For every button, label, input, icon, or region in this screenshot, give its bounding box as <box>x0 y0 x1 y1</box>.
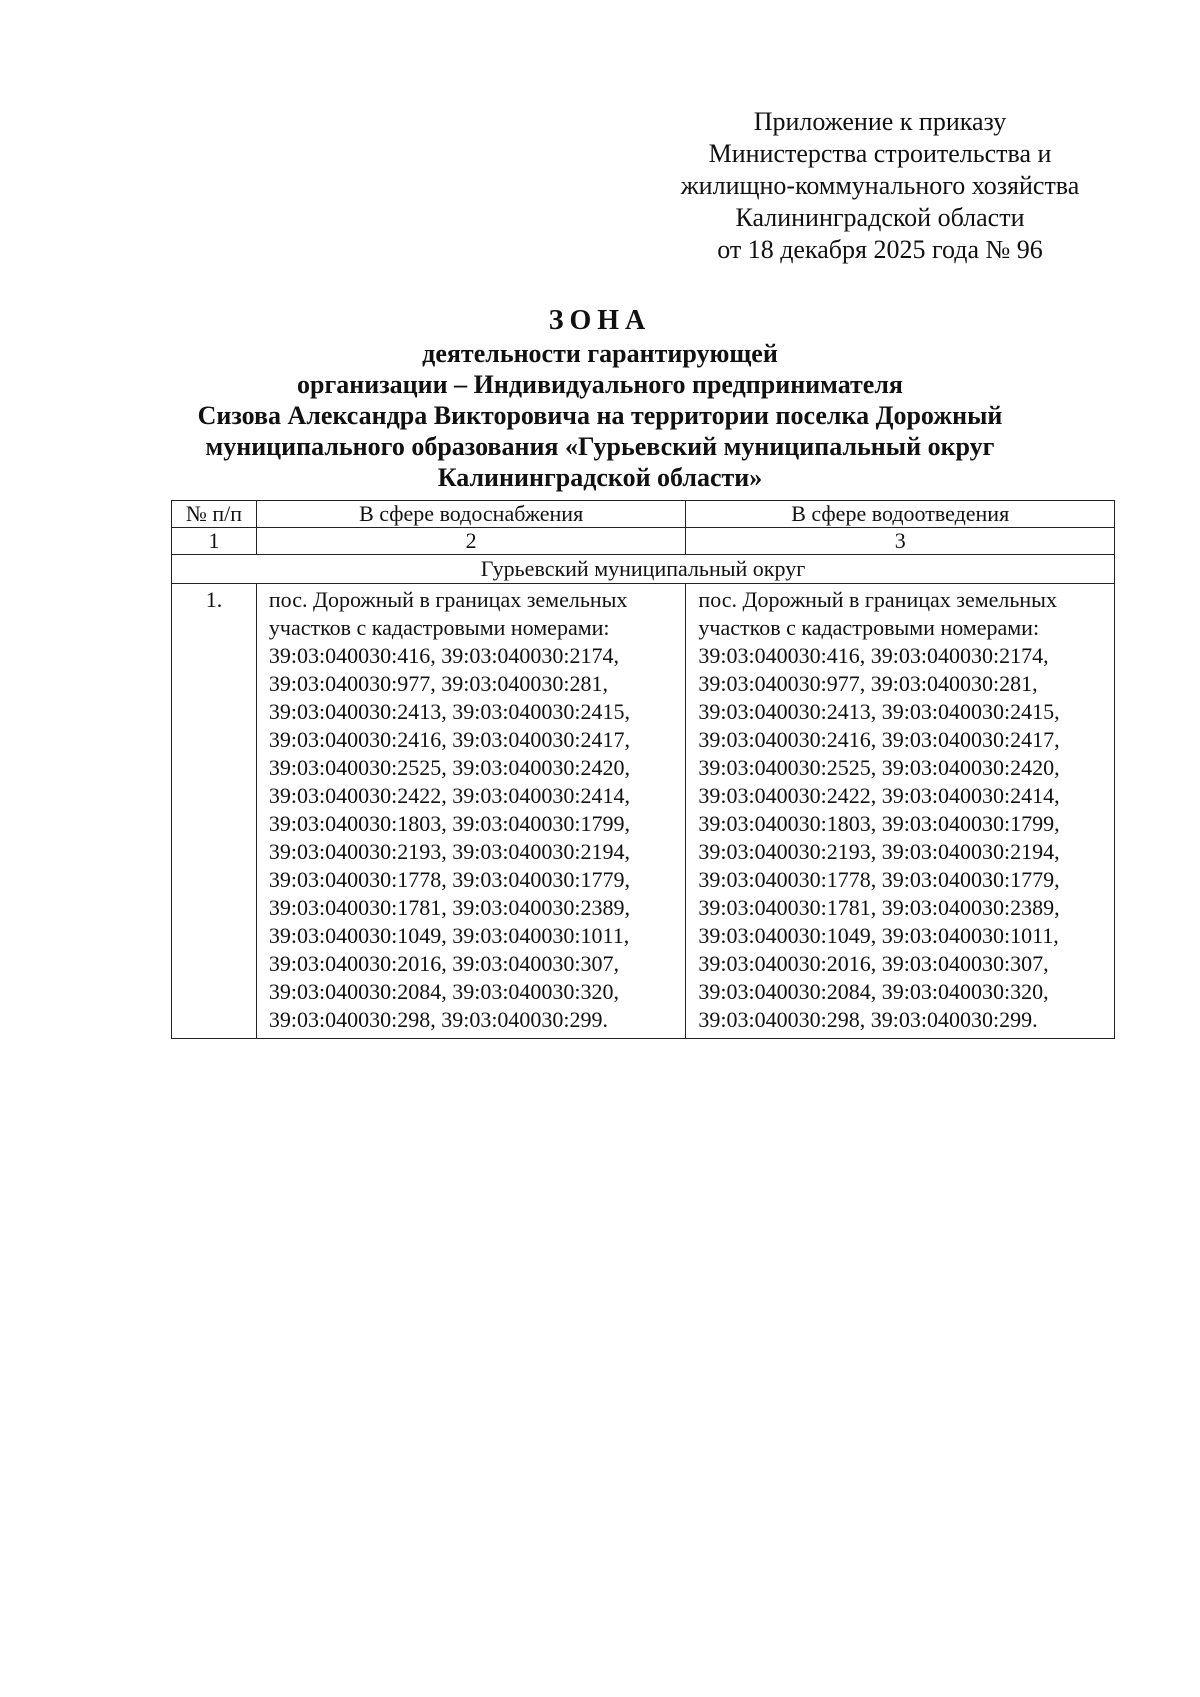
document-heading <box>150 305 1050 493</box>
heading-line-2: организации – Индивидуального предпринимателя <box>297 370 903 399</box>
table-column-number-row <box>172 528 1115 555</box>
header-water-supply: В сфере водоснабжения <box>256 501 686 528</box>
document-title: ЗОНА <box>548 305 652 336</box>
region-name: Гурьевский муниципальный округ <box>172 555 1115 584</box>
table-region-row <box>172 555 1115 584</box>
header-wastewater: В сфере водоотведения <box>686 501 1115 528</box>
heading-line-1: деятельности гарантирующей <box>422 339 778 368</box>
column-number-2: 2 <box>256 528 686 555</box>
column-number-1: 1 <box>172 528 257 555</box>
wastewater-cell: пос. Дорожный в границах земельных участков с кадастровыми номерами: 39:03:040030:416, 39:03:040030:2174, 39:03:040030:977, 39:03:040030:281, 39:03:040030:2413, 39:03:040030:2415, 39:03:040030:2416, 39:03:040030:2417, 39:03:040030:2525, 39:03:040030:2420, 39:03:040030:2422, 39:03:040030:2414, 39:03:040030:1803, 39:03:040030:1799, 39:03:040030:2193, 39:03:040030:2194, 39:03:040030:1778, 39:03:040030:1779, 39:03:040030:1781, 39:03:040030:2389, 39:03:040030:1049, 39:03:040030:1011, 39:03:040030:2016, 39:03:040030:307, 39:03:040030:2084, 39:03:040030:320, 39:03:040030:298, 39:03:040030:299. <box>686 584 1115 1039</box>
heading-line-3: Сизова Александра Викторовича на территории поселка Дорожный <box>197 401 1003 430</box>
appendix-block <box>600 106 1160 266</box>
heading-line-5: Калининградской области» <box>437 463 763 492</box>
row-number: 1. <box>172 584 257 1039</box>
appendix-line-5: от 18 декабря 2025 года № 96 <box>717 235 1043 264</box>
water-supply-cell: пос. Дорожный в границах земельных участков с кадастровыми номерами: 39:03:040030:416, 39:03:040030:2174, 39:03:040030:977, 39:03:040030:281, 39:03:040030:2413, 39:03:040030:2415, 39:03:040030:2416, 39:03:040030:2417, 39:03:040030:2525, 39:03:040030:2420, 39:03:040030:2422, 39:03:040030:2414, 39:03:040030:1803, 39:03:040030:1799, 39:03:040030:2193, 39:03:040030:2194, 39:03:040030:1778, 39:03:040030:1779, 39:03:040030:1781, 39:03:040030:2389, 39:03:040030:1049, 39:03:040030:1011, 39:03:040030:2016, 39:03:040030:307, 39:03:040030:2084, 39:03:040030:320, 39:03:040030:298, 39:03:040030:299. <box>256 584 686 1039</box>
appendix-line-2: Министерства строительства и <box>708 139 1052 168</box>
column-number-3: 3 <box>686 528 1115 555</box>
table-row <box>172 584 1115 1039</box>
appendix-line-1: Приложение к приказу <box>753 107 1007 136</box>
header-number: № п/п <box>172 501 257 528</box>
heading-line-4: муниципального образования «Гурьевский муниципальный округ <box>205 432 995 461</box>
appendix-line-3: жилищно-коммунального хозяйства <box>680 171 1080 200</box>
appendix-line-4: Калининградской области <box>735 203 1025 232</box>
zone-table <box>171 500 1115 1039</box>
table-header-row <box>172 501 1115 528</box>
